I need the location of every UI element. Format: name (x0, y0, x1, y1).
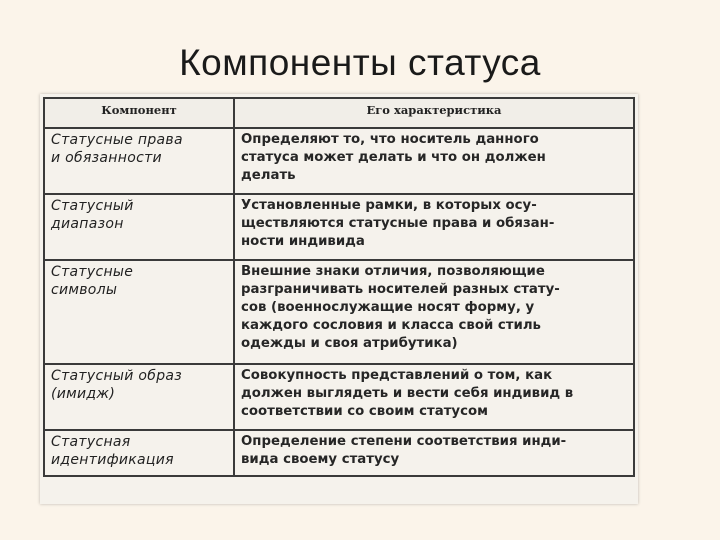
table-row (44, 364, 634, 430)
component-line: Статусный образ (51, 368, 183, 384)
component-line: символы (51, 282, 118, 298)
component-line: Статусные (51, 264, 134, 280)
description-line: делать (241, 168, 296, 183)
description-cell (234, 194, 634, 260)
description-line: одежды и своя атрибутика) (241, 336, 458, 351)
component-cell (44, 194, 234, 260)
table-row (44, 430, 634, 476)
component-line: диапазон (51, 216, 124, 232)
description-line: Определение степени соответствия инди- (241, 434, 567, 449)
description-line: Внешние знаки отличия, позволяющие (241, 264, 545, 279)
status-components-table-image (40, 94, 638, 504)
description-line: статуса может делать и что он должен (241, 150, 546, 165)
description-line: сов (военнослужащие носят форму, у (241, 300, 535, 315)
description-line: каждого сословия и класса свой стиль (241, 318, 541, 333)
component-line: Статусная (51, 434, 131, 450)
description-line: должен выглядеть и вести себя индивид в (241, 386, 574, 401)
component-cell (44, 430, 234, 476)
component-line: (имидж) (51, 386, 116, 402)
description-cell (234, 364, 634, 430)
component-line: и обязанности (51, 150, 162, 166)
table-row (44, 260, 634, 364)
header-characteristic: Его характеристика (234, 98, 634, 128)
description-line: Определяют то, что носитель данного (241, 132, 539, 147)
description-cell (234, 430, 634, 476)
header-component: Компонент (44, 98, 234, 128)
description-line: ществляются статусные права и обязан- (241, 216, 555, 231)
component-line: Статусный (51, 198, 134, 214)
description-cell (234, 260, 634, 364)
component-line: Статусные права (51, 132, 183, 148)
table-row (44, 194, 634, 260)
component-cell (44, 260, 234, 364)
description-line: соответствии со своим статусом (241, 404, 488, 419)
table-row (44, 128, 634, 194)
description-line: вида своему статусу (241, 452, 400, 467)
description-line: Установленные рамки, в которых осу- (241, 198, 537, 213)
description-line: Совокупность представлений о том, как (241, 368, 553, 383)
status-components-table (43, 97, 635, 477)
description-cell (234, 128, 634, 194)
description-line: разграничивать носителей разных стату- (241, 282, 560, 297)
component-cell (44, 364, 234, 430)
component-cell (44, 128, 234, 194)
description-line: ности индивида (241, 234, 365, 249)
table-header-row (44, 98, 634, 128)
component-line: идентификация (51, 452, 174, 468)
slide-title: Компоненты статуса (179, 42, 541, 83)
